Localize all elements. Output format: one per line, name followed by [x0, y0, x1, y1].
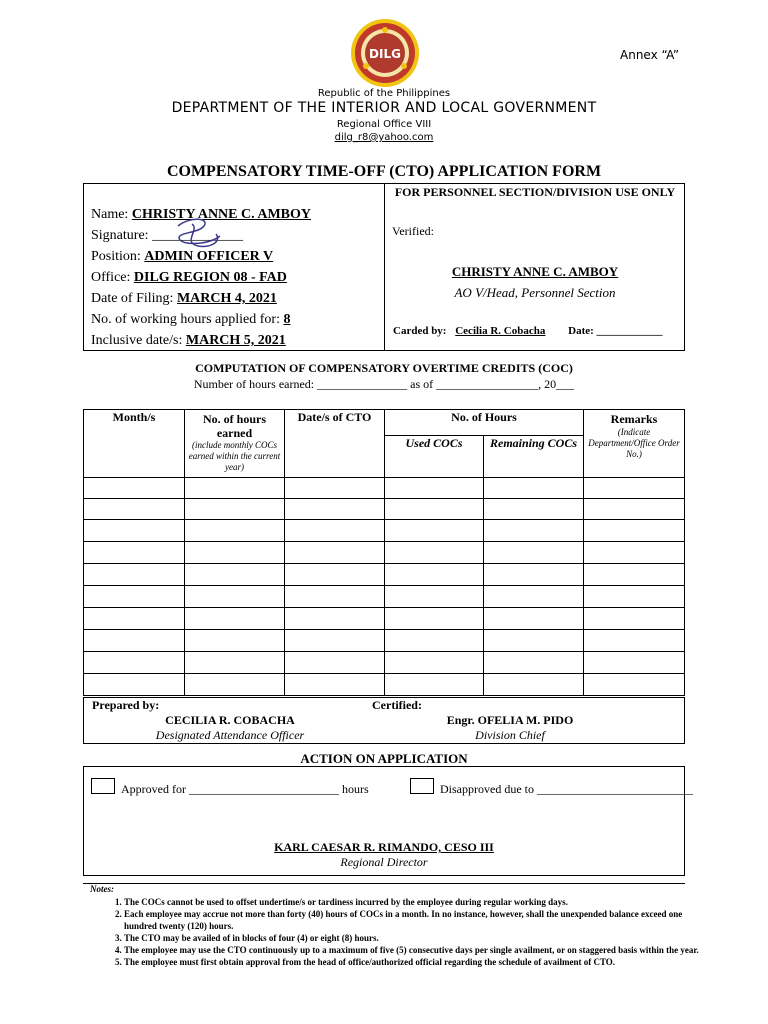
applicant-position: ADMIN OFFICER V — [144, 249, 274, 264]
prepared-name: CECILIA R. COBACHA — [165, 713, 295, 727]
date-filing-label: Date of Filing: — [91, 291, 174, 306]
republic-text: Republic of the Philippines — [317, 88, 451, 99]
hours-earned-line: Number of hours earned: _______________ as of _________________, 20___ — [193, 377, 575, 391]
approved-text: Approved for _________________________ hours — [121, 782, 369, 796]
email-link[interactable]: dilg_r8@yahoo.com — [334, 132, 434, 143]
inclusive-value: MARCH 5, 2021 — [185, 333, 286, 348]
table-row — [84, 499, 685, 520]
name-label: Name: — [91, 207, 129, 222]
office-row — [91, 270, 287, 286]
note-item: 3. The CTO may be availed of in blocks of four (4) or eight (8) hours. — [124, 932, 704, 944]
date-filing-row — [91, 291, 277, 307]
personnel-section-title: FOR PERSONNEL SECTION/DIVISION USE ONLY — [394, 185, 676, 199]
date-filing-value: MARCH 4, 2021 — [176, 291, 277, 306]
table-row — [84, 652, 685, 674]
annex-label: Annex “A” — [620, 48, 680, 62]
department-name: DEPARTMENT OF THE INTERIOR AND LOCAL GOVERNMENT — [171, 100, 597, 116]
signature-line: _____________ — [152, 228, 244, 243]
applicant-name: CHRISTY ANNE C. AMBOY — [131, 207, 311, 222]
note-item: 2. Each employee may accrue not more than forty (40) hours of COCs in a month. In no instance, however, shall the unexpended balance exceed one hundred twenty (120) hours. — [124, 908, 704, 932]
prepared-label: Prepared by: — [92, 698, 160, 712]
computation-title: COMPUTATION OF COMPENSATORY OVERTIME CREDITS (COC) — [195, 361, 573, 375]
carded-name: Cecilia R. Cobacha — [455, 325, 546, 337]
table-row — [84, 478, 685, 499]
email-line — [0, 132, 768, 143]
note-item: 5. The employee must first obtain approval from the head of office/authorized official regarding the schedule of availment of CTO. — [124, 956, 704, 968]
table-header-row — [84, 410, 685, 436]
notes-title: Notes: — [90, 884, 114, 894]
col-remarks-note: (Indicate Department/Office Order No.) — [588, 427, 680, 459]
table-row — [84, 542, 685, 564]
dilg-seal-logo — [350, 18, 420, 88]
signature-scribble — [170, 216, 230, 252]
certified-title: Division Chief — [475, 728, 545, 742]
table-row — [84, 674, 685, 696]
hours-value: 8 — [283, 312, 291, 327]
verified-label: Verified: — [392, 224, 434, 238]
certified-name: Engr. OFELIA M. PIDO — [446, 713, 574, 727]
position-label: Position: — [91, 249, 141, 264]
director-name: KARL CAESAR R. RIMANDO, CESO III — [274, 840, 494, 854]
col-remarks: Remarks (Indicate Department/Office Order No.) — [584, 410, 685, 478]
signature-label: Signature: — [91, 228, 149, 243]
form-title: COMPENSATORY TIME-OFF (CTO) APPLICATION FORM — [166, 163, 602, 180]
col-used-cocs: Used COCs — [385, 436, 484, 478]
inclusive-label: Inclusive date/s: — [91, 333, 183, 348]
inclusive-row — [91, 333, 286, 349]
office-label: Office: — [91, 270, 131, 285]
prepared-title: Designated Attendance Officer — [155, 728, 305, 742]
director-title: Regional Director — [340, 855, 428, 869]
hours-row — [91, 312, 290, 328]
verifier-name: CHRISTY ANNE C. AMBOY — [451, 264, 619, 279]
col-remaining-cocs: Remaining COCs — [484, 436, 584, 478]
note-item: 4. The employee may use the CTO continuously up to a maximum of five (5) consecutive days per single availment, or on staggered basis within the year. — [124, 944, 704, 956]
table-row — [84, 630, 685, 652]
table-row — [84, 520, 685, 542]
note-item: 1. The COCs cannot be used to offset undertime/s or tardiness incurred by the employee during regular working days. — [124, 896, 704, 908]
carded-row — [393, 325, 663, 337]
disapproved-text: Disapproved due to __________________________ — [440, 782, 693, 796]
carded-date: Date: ____________ — [568, 325, 663, 337]
applicant-office: DILG REGION 08 - FAD — [133, 270, 287, 285]
col-no-hours: No. of Hours — [385, 410, 584, 436]
coc-table — [83, 409, 685, 696]
carded-label: Carded by: — [393, 325, 447, 337]
table-row — [84, 586, 685, 608]
col-hours-note: (include monthly COCs earned within the current year) — [188, 440, 281, 472]
regional-office: Regional Office VIII — [336, 119, 432, 130]
table-row — [84, 564, 685, 586]
verifier-title: AO V/Head, Personnel Section — [454, 285, 616, 300]
notes-divider — [83, 883, 685, 884]
table-row — [84, 608, 685, 630]
disapproved-checkbox[interactable] — [410, 778, 434, 794]
col-hours-earned: No. of hours earned (include monthly COCs earned within the current year) — [185, 410, 285, 478]
notes-list — [104, 896, 704, 968]
action-title: ACTION ON APPLICATION — [300, 751, 468, 766]
applicant-box-divider — [384, 183, 385, 351]
logo-text: DILG — [369, 47, 401, 61]
certified-label: Certified: — [372, 698, 422, 712]
hours-label: No. of working hours applied for: — [91, 312, 280, 327]
position-row — [91, 249, 273, 265]
col-dates-cto: Date/s of CTO — [285, 410, 385, 478]
approved-checkbox[interactable] — [91, 778, 115, 794]
col-month: Month/s — [84, 410, 185, 478]
